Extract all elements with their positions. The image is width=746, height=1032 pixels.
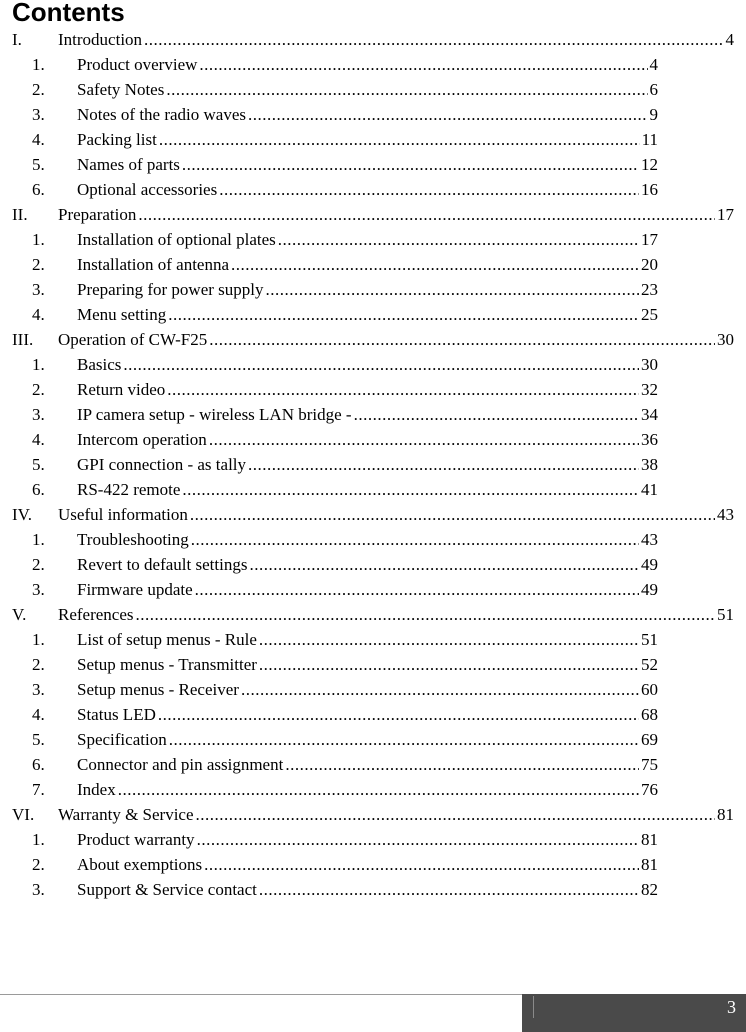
toc-entry-number: 3. [32,880,45,899]
toc-entry[interactable] [32,352,658,377]
toc-entry[interactable] [32,777,658,802]
toc-entry-page: 4 [649,55,658,74]
toc-section-page: 81 [717,805,734,824]
toc-section-page: 4 [725,30,734,49]
dot-leader [168,302,639,327]
toc-section-number: II. [12,205,28,224]
toc-entry-title: Optional accessories [77,180,218,199]
toc-section-number: IV. [12,505,32,524]
dot-leader [182,152,639,177]
dot-leader [278,227,639,252]
dot-leader [169,727,639,752]
toc-entry-title: Support & Service contact [77,880,257,899]
toc-entry-page: 20 [641,255,658,274]
toc-entry-number: 2. [32,855,45,874]
toc-entry-number: 3. [32,405,45,424]
dot-leader [219,177,639,202]
toc-entry-title: Connector and pin assignment [77,755,284,774]
dot-leader [196,802,715,827]
dot-leader [248,452,639,477]
toc-entry-number: 3. [32,580,45,599]
toc-entry-title: Product overview [77,55,198,74]
toc-section-title: Operation of CW-F25 [58,330,208,349]
dot-leader [197,827,639,852]
toc-entry[interactable] [32,102,658,127]
dot-leader [248,102,647,127]
toc-entry[interactable] [32,52,658,77]
dot-leader [136,602,715,627]
toc-entry-number: 1. [32,55,45,74]
toc-entry-title: About exemptions [77,855,203,874]
toc-entry-number: 4. [32,130,45,149]
toc-entry[interactable] [32,427,658,452]
toc-entry-title: Revert to default settings [77,555,248,574]
toc-entry[interactable] [32,627,658,652]
toc-section-number: I. [12,30,22,49]
toc-entry-title: Index [77,780,116,799]
dot-leader [209,327,715,352]
toc-entry-title: RS-422 remote [77,480,181,499]
toc-entry-page: 81 [641,855,658,874]
toc-section-number: V. [12,605,27,624]
dot-leader [190,502,715,527]
dot-leader [191,527,639,552]
toc-entry-page: 36 [641,430,658,449]
toc-entry-page: 17 [641,230,658,249]
toc-entry[interactable] [32,827,658,852]
toc-entry-number: 1. [32,630,45,649]
toc-section-page: 30 [717,330,734,349]
toc-entry-page: 49 [641,555,658,574]
toc-section-title: References [58,605,134,624]
toc-section[interactable] [12,327,734,352]
toc-entry-title: List of setup menus - Rule [77,630,257,649]
toc-entry-number: 4. [32,305,45,324]
toc-entry-page: 75 [641,755,658,774]
dot-leader [144,27,723,52]
toc-entry-title: Installation of optional plates [77,230,276,249]
toc-entry[interactable] [32,252,658,277]
toc-entry[interactable] [32,852,658,877]
dot-leader [209,427,639,452]
toc-entry[interactable] [32,552,658,577]
dot-leader [259,877,639,902]
dot-leader [159,127,640,152]
footer-divider [533,996,534,1018]
toc-entry-number: 5. [32,155,45,174]
dot-leader [195,577,639,602]
toc-entry[interactable] [32,577,658,602]
toc-entry-number: 6. [32,180,45,199]
toc-section[interactable] [12,502,734,527]
toc-entry-number: 3. [32,680,45,699]
dot-leader [182,477,639,502]
toc-entry[interactable] [32,677,658,702]
toc-section-page: 43 [717,505,734,524]
toc-entry-title: IP camera setup - wireless LAN bridge - [77,405,352,424]
toc-entry[interactable] [32,727,658,752]
toc-entry-page: 11 [641,130,658,149]
toc-entry[interactable] [32,77,658,102]
toc-entry-number: 4. [32,430,45,449]
toc-entry[interactable] [32,702,658,727]
toc-section-title: Useful information [58,505,188,524]
toc-entry-title: Notes of the radio waves [77,105,247,124]
toc-entry-title: Names of parts [77,155,180,174]
toc-entry-title: Safety Notes [77,80,165,99]
toc-entry-page: 32 [641,380,658,399]
toc-entry-title: Troubleshooting [77,530,189,549]
toc-entry-number: 1. [32,530,45,549]
toc-entry-page: 6 [649,80,658,99]
toc-entry[interactable] [32,377,658,402]
toc-entry[interactable] [32,227,658,252]
toc-entry-page: 51 [641,630,658,649]
toc-entry[interactable] [32,752,658,777]
toc-entry-number: 1. [32,830,45,849]
dot-leader [231,252,639,277]
toc-entry-title: Preparing for power supply [77,280,264,299]
toc-entry[interactable] [32,877,658,902]
toc-entry-title: Setup menus - Transmitter [77,655,257,674]
dot-leader [138,202,715,227]
toc-entry-page: 16 [641,180,658,199]
dot-leader [249,552,639,577]
dot-leader [123,352,639,377]
toc-entry-number: 3. [32,105,45,124]
toc-entry-title: GPI connection - as tally [77,455,247,474]
dot-leader [259,652,639,677]
dot-leader [199,52,647,77]
toc-entry-title: Basics [77,355,122,374]
toc-entry-page: 30 [641,355,658,374]
toc-section[interactable] [12,27,734,52]
toc-entry-title: Intercom operation [77,430,207,449]
toc-entry[interactable] [32,177,658,202]
toc-entry[interactable] [32,452,658,477]
toc-entry-page: 52 [641,655,658,674]
toc-entry-page: 69 [641,730,658,749]
toc-entry-title: Return video [77,380,166,399]
toc-entry-number: 2. [32,655,45,674]
toc-entry[interactable] [32,477,658,502]
toc-entry-page: 23 [641,280,658,299]
dot-leader [167,377,639,402]
toc-entry-page: 12 [641,155,658,174]
dot-leader [285,752,639,777]
toc-section-title: Preparation [58,205,137,224]
toc-entry-title: Installation of antenna [77,255,230,274]
toc-entry-title: Packing list [77,130,157,149]
toc-entry-page: 9 [649,105,658,124]
toc-entry-page: 68 [641,705,658,724]
toc-entry-page: 60 [641,680,658,699]
dot-leader [354,402,639,427]
toc-section-number: VI. [12,805,35,824]
footer-rule [0,994,522,995]
toc-entry-page: 41 [641,480,658,499]
toc-entry-page: 43 [641,530,658,549]
toc-entry-number: 2. [32,555,45,574]
toc-entry[interactable] [32,152,658,177]
toc-entry-page: 34 [641,405,658,424]
toc-entry[interactable] [32,302,658,327]
toc-entry-title: Status LED [77,705,156,724]
dot-leader [204,852,639,877]
toc-entry-title: Specification [77,730,167,749]
dot-leader [166,77,647,102]
toc-entry-number: 6. [32,755,45,774]
toc-entry-page: 81 [641,830,658,849]
page-number: 3 [727,997,736,1017]
toc-entry-title: Setup menus - Receiver [77,680,239,699]
toc-entry-number: 1. [32,230,45,249]
toc-entry-title: Menu setting [77,305,167,324]
page-title: Contents [12,0,125,27]
dot-leader [118,777,639,802]
toc-entry-number: 5. [32,455,45,474]
footer-bar [522,994,746,1032]
toc-entry[interactable] [32,527,658,552]
toc-entry-title: Firmware update [77,580,193,599]
dot-leader [259,627,639,652]
toc-entry-number: 2. [32,255,45,274]
toc-entry-number: 3. [32,280,45,299]
toc-entry-page: 49 [641,580,658,599]
toc-section-title: Introduction [58,30,143,49]
toc-entry-number: 1. [32,355,45,374]
toc-section-page: 51 [717,605,734,624]
toc-entry-page: 82 [641,880,658,899]
toc-entry[interactable] [32,277,658,302]
toc-entry[interactable] [32,402,658,427]
dot-leader [266,277,640,302]
toc-entry-number: 2. [32,380,45,399]
toc-entry-page: 38 [641,455,658,474]
toc-section-page: 17 [717,205,734,224]
toc-section-number: III. [12,330,34,349]
toc-section[interactable] [12,202,734,227]
toc-section[interactable] [12,602,734,627]
toc-entry-number: 6. [32,480,45,499]
toc-section-title: Warranty & Service [58,805,194,824]
toc-entry-number: 7. [32,780,45,799]
toc-entry-title: Product warranty [77,830,195,849]
toc-entry[interactable] [32,652,658,677]
toc-entry-number: 5. [32,730,45,749]
toc-entry-number: 4. [32,705,45,724]
dot-leader [158,702,639,727]
dot-leader [241,677,639,702]
toc-entry-number: 2. [32,80,45,99]
toc-section[interactable] [12,802,734,827]
toc-entry-page: 25 [641,305,658,324]
toc-entry[interactable] [32,127,658,152]
toc-entry-page: 76 [641,780,658,799]
